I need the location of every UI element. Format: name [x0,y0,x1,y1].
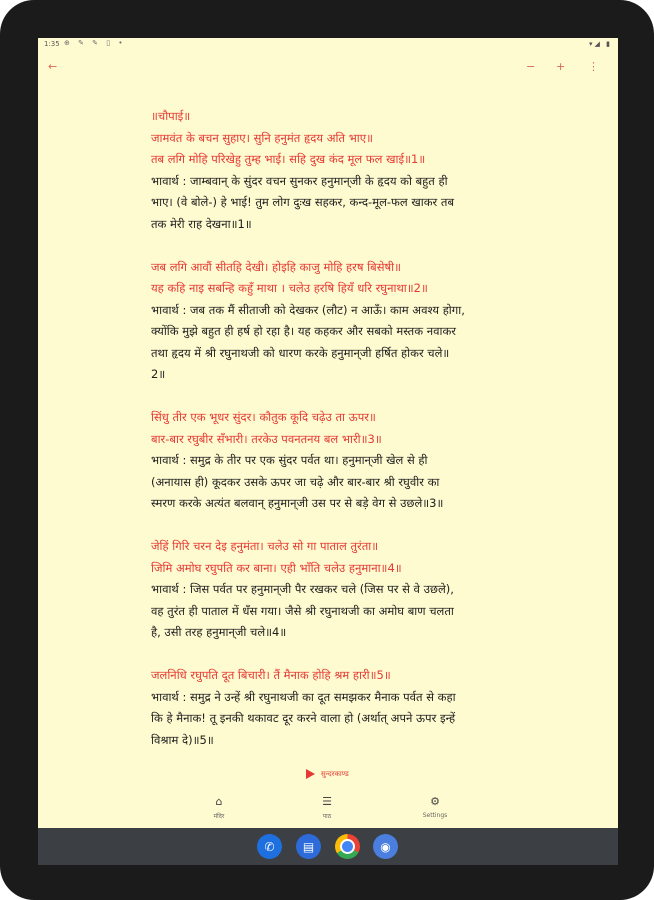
zoom-out-icon[interactable]: − [526,60,536,73]
meaning-line: है, उसी तरह हनुमान्‌जी चले॥4॥ [151,625,287,639]
list-icon: ☰ [322,795,332,808]
player-label: सुन्दरकाण्ड [321,769,349,778]
audio-player[interactable] [306,766,349,782]
verse-line: बार-बार रघुबीर सँभारी। तरकेउ पवनतनय बल भारी॥3॥ [151,431,382,446]
meaning-line: भाए। (वे बोले-) हे भाई! तुम लोग दुःख सहकर, कन्द-मूल-फल खाकर तब [151,195,455,209]
meaning-line: (अनायास ही) कूदकर उसके ऊपर जा चढ़े और बार-बार श्री रघुवीर का [151,474,440,489]
verse-line: जामवंत के बचन सुहाए। सुनि हनुमंत हृदय अति भाए॥ [151,130,374,145]
meaning-line: स्मरण करके अत्यंत बलवान्‌ हनुमान्‌जी उस पर से बड़े वेग से उछले॥3॥ [151,496,444,510]
verse-line: जिमि अमोघ रघुपति कर बाना। एही भाँति चलेउ हनुमाना॥4॥ [151,560,402,575]
more-options-icon[interactable]: ⋮ [588,60,599,73]
meaning-line: तथा हृदय में श्री रघुनाथजी को धारण करके हनुमान्‌जी हर्षित होकर चले॥ [151,345,450,360]
stanza-gap [151,235,511,257]
nav-label: पाठ [322,813,332,820]
meaning-line: वह तुरंत ही पाताल में धँस गया। जैसे श्री रघुनाथजी का अमोघ बाण चलता [151,603,454,618]
stanza-gap [151,515,511,537]
verse-line: तब लगि मोहि परिखेहु तुम्ह भाई। सहि दुख कंद मूल फल खाई॥1॥ [151,152,426,166]
meaning-line: विश्राम दे)॥5॥ [151,732,214,747]
meaning-line: भावार्थ : जिस पर्वत पर हनुमान्‌जी पैर रखकर चले (जिस पर से वे उछले), [151,582,454,596]
verse-line: जब लगि आवौं सीतहि देखी। होइहि काजु मोहि हरष बिसेषी॥ [151,259,402,274]
back-arrow-icon[interactable]: ← [48,60,58,73]
bottom-navigation [38,790,618,828]
meaning-line: भावार्थ : जब तक मैं सीताजी को देखकर (लौट) न आऊँ। काम अवश्य होगा, [151,302,465,317]
play-icon[interactable] [306,769,315,779]
meaning-line: क्योंकि मुझे बहुत ही हर्ष हो रहा है। यह कहकर और सबको मस्तक नवाकर [151,324,457,338]
nav-label: मंदिर [213,813,225,820]
nav-item-home[interactable] [174,795,264,820]
meaning-line: 2॥ [151,367,166,381]
meaning-line: तक मेरी राह देखना॥1॥ [151,216,252,231]
nav-item-path[interactable] [282,795,372,820]
nav-item-settings[interactable] [390,795,480,819]
verse-line: जेहिं गिरि चरन देइ हनुमंता। चलेउ सो गा पाताल तुरंता॥ [151,539,379,553]
nav-label: Settings [422,812,448,819]
gear-icon: ⚙ [430,795,440,808]
status-bar [38,38,618,52]
meaning-line: भावार्थ : समुद्र के तीर पर एक सुंदर पर्वत था। हनुमान्‌जी खेल से ही [151,453,428,467]
home-icon: ⌂ [215,795,223,808]
meaning-line: कि हे मैनाक! तू इनकी थकावट दूर करने वाला हो (अर्थात्‌ अपने ऊपर इन्हें [151,711,456,725]
camera-app-icon[interactable]: ◉ [373,834,398,859]
chrome-app-icon[interactable] [335,834,360,859]
verse-line: सिंधु तीर एक भूधर सुंदर। कौतुक कूदि चढ़ेउ ता ऊपर॥ [151,410,376,424]
taskbar [38,828,618,865]
stanza-gap [151,644,511,666]
stanza-gap [151,386,511,408]
phone-app-icon[interactable]: ✆ [257,834,282,859]
chrome-center [340,839,355,854]
status-time: 1:35 [44,40,60,48]
meaning-line: भावार्थ : जाम्बवान्‌ के सुंदर वचन सुनकर हनुमान्‌जी के हृदय को बहुत ही [151,173,448,188]
verse-line: यह कहि नाइ सबन्हि कहुँ माथा । चलेउ हरषि हियँ धरि रघुनाथा॥2॥ [151,281,428,295]
verse-line: जलनिधि रघुपति दूत बिचारी। तैं मैनाक होहि श्रम हारी॥5॥ [151,668,391,682]
scripture-text [151,106,511,751]
zoom-in-icon[interactable]: + [556,60,566,73]
meaning-line: भावार्थ : समुद्र ने उन्हें श्री रघुनाथजी का दूत समझकर मैनाक पर्वत से कहा [151,689,456,704]
wifi-battery-icons: ▾◢ ▮ [589,40,612,48]
verse-line: ॥चौपाई॥ [151,109,191,123]
messages-app-icon[interactable]: ▤ [296,834,321,859]
app-bar [38,52,618,84]
notification-icons: ⊕ ✎ ✎ ▯ • [64,39,126,47]
screen [38,38,618,865]
